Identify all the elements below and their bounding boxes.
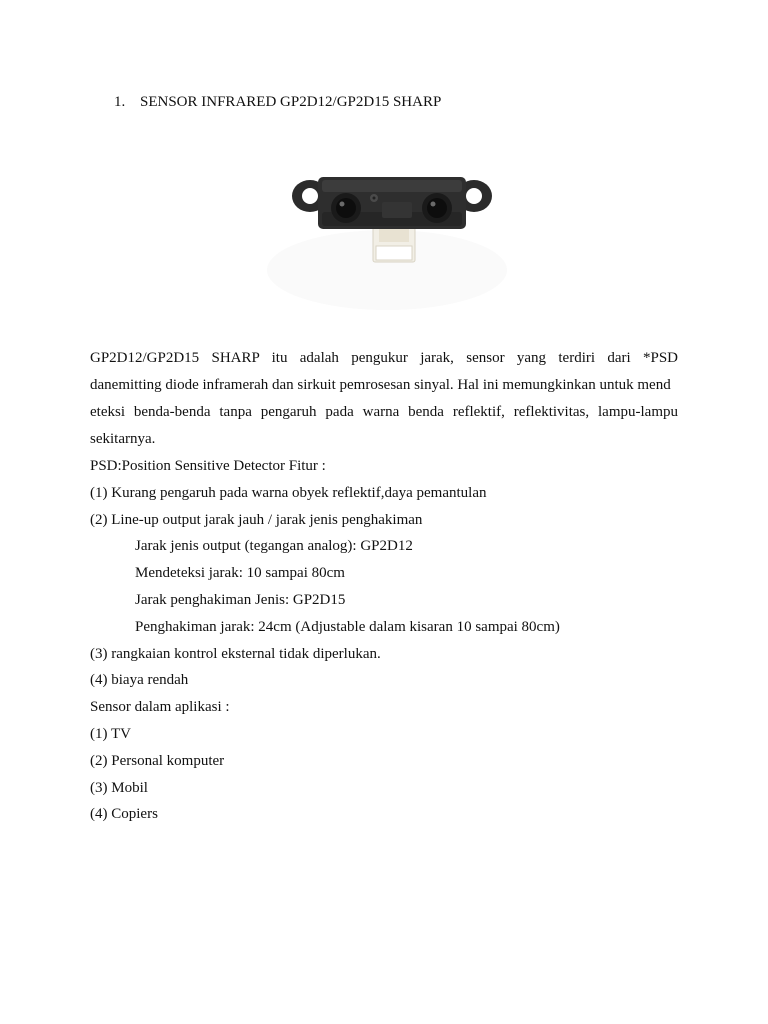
heading-number: 1. (114, 94, 126, 110)
list-subitem: Penghakiman jarak: 24cm (Adjustable dalam kisaran 10 sampai 80cm) (135, 618, 560, 635)
description-paragraph (90, 345, 678, 453)
list-subitem: Jarak jenis output (tegangan analog): GP2D12 (135, 538, 413, 555)
application-item: (3) Mobil (90, 779, 148, 796)
list-subitem: Mendeteksi jarak: 10 sampai 80cm (135, 565, 345, 582)
list-item: (1) Kurang pengaruh pada warna obyek reflektif,daya pemantulan (90, 484, 487, 501)
paragraph-line: GP2D12/GP2D15 SHARP itu adalah pengukur jarak, sensor yang terdiri dari *PSD (90, 350, 678, 366)
sensor-body-shape (292, 177, 492, 229)
paragraph-line: sekitarnya. (90, 431, 156, 447)
application-item: (4) Copiers (90, 806, 158, 823)
paragraph-line: eteksi benda-benda tanpa pengaruh pada warna benda reflektif, reflektivitas, lampu-lampu (90, 404, 678, 420)
section-heading (114, 93, 441, 111)
application-item: (1) TV (90, 725, 131, 742)
list-item: (2) Line-up output jarak jauh / jarak jenis penghakiman (90, 511, 423, 528)
feature-list (90, 453, 690, 828)
heading-title: SENSOR INFRARED GP2D12/GP2D15 SHARP (140, 94, 442, 110)
application-item: (2) Personal komputer (90, 752, 225, 769)
sensor-figure (248, 150, 526, 330)
list-subitem: Jarak penghakiman Jenis: GP2D15 (135, 591, 346, 608)
psd-definition: PSD:Position Sensitive Detector Fitur : (90, 458, 326, 474)
list-item: (4) biaya rendah (90, 672, 189, 689)
paragraph-line: danemitting diode inframerah dan sirkuit pemrosesan sinyal. Hal ini memungkinkan untuk mend (90, 377, 671, 393)
applications-title: Sensor dalam aplikasi : (90, 699, 230, 716)
sensor-photo-icon (248, 150, 526, 330)
list-item: (3) rangkaian kontrol eksternal tidak diperlukan. (90, 645, 381, 662)
